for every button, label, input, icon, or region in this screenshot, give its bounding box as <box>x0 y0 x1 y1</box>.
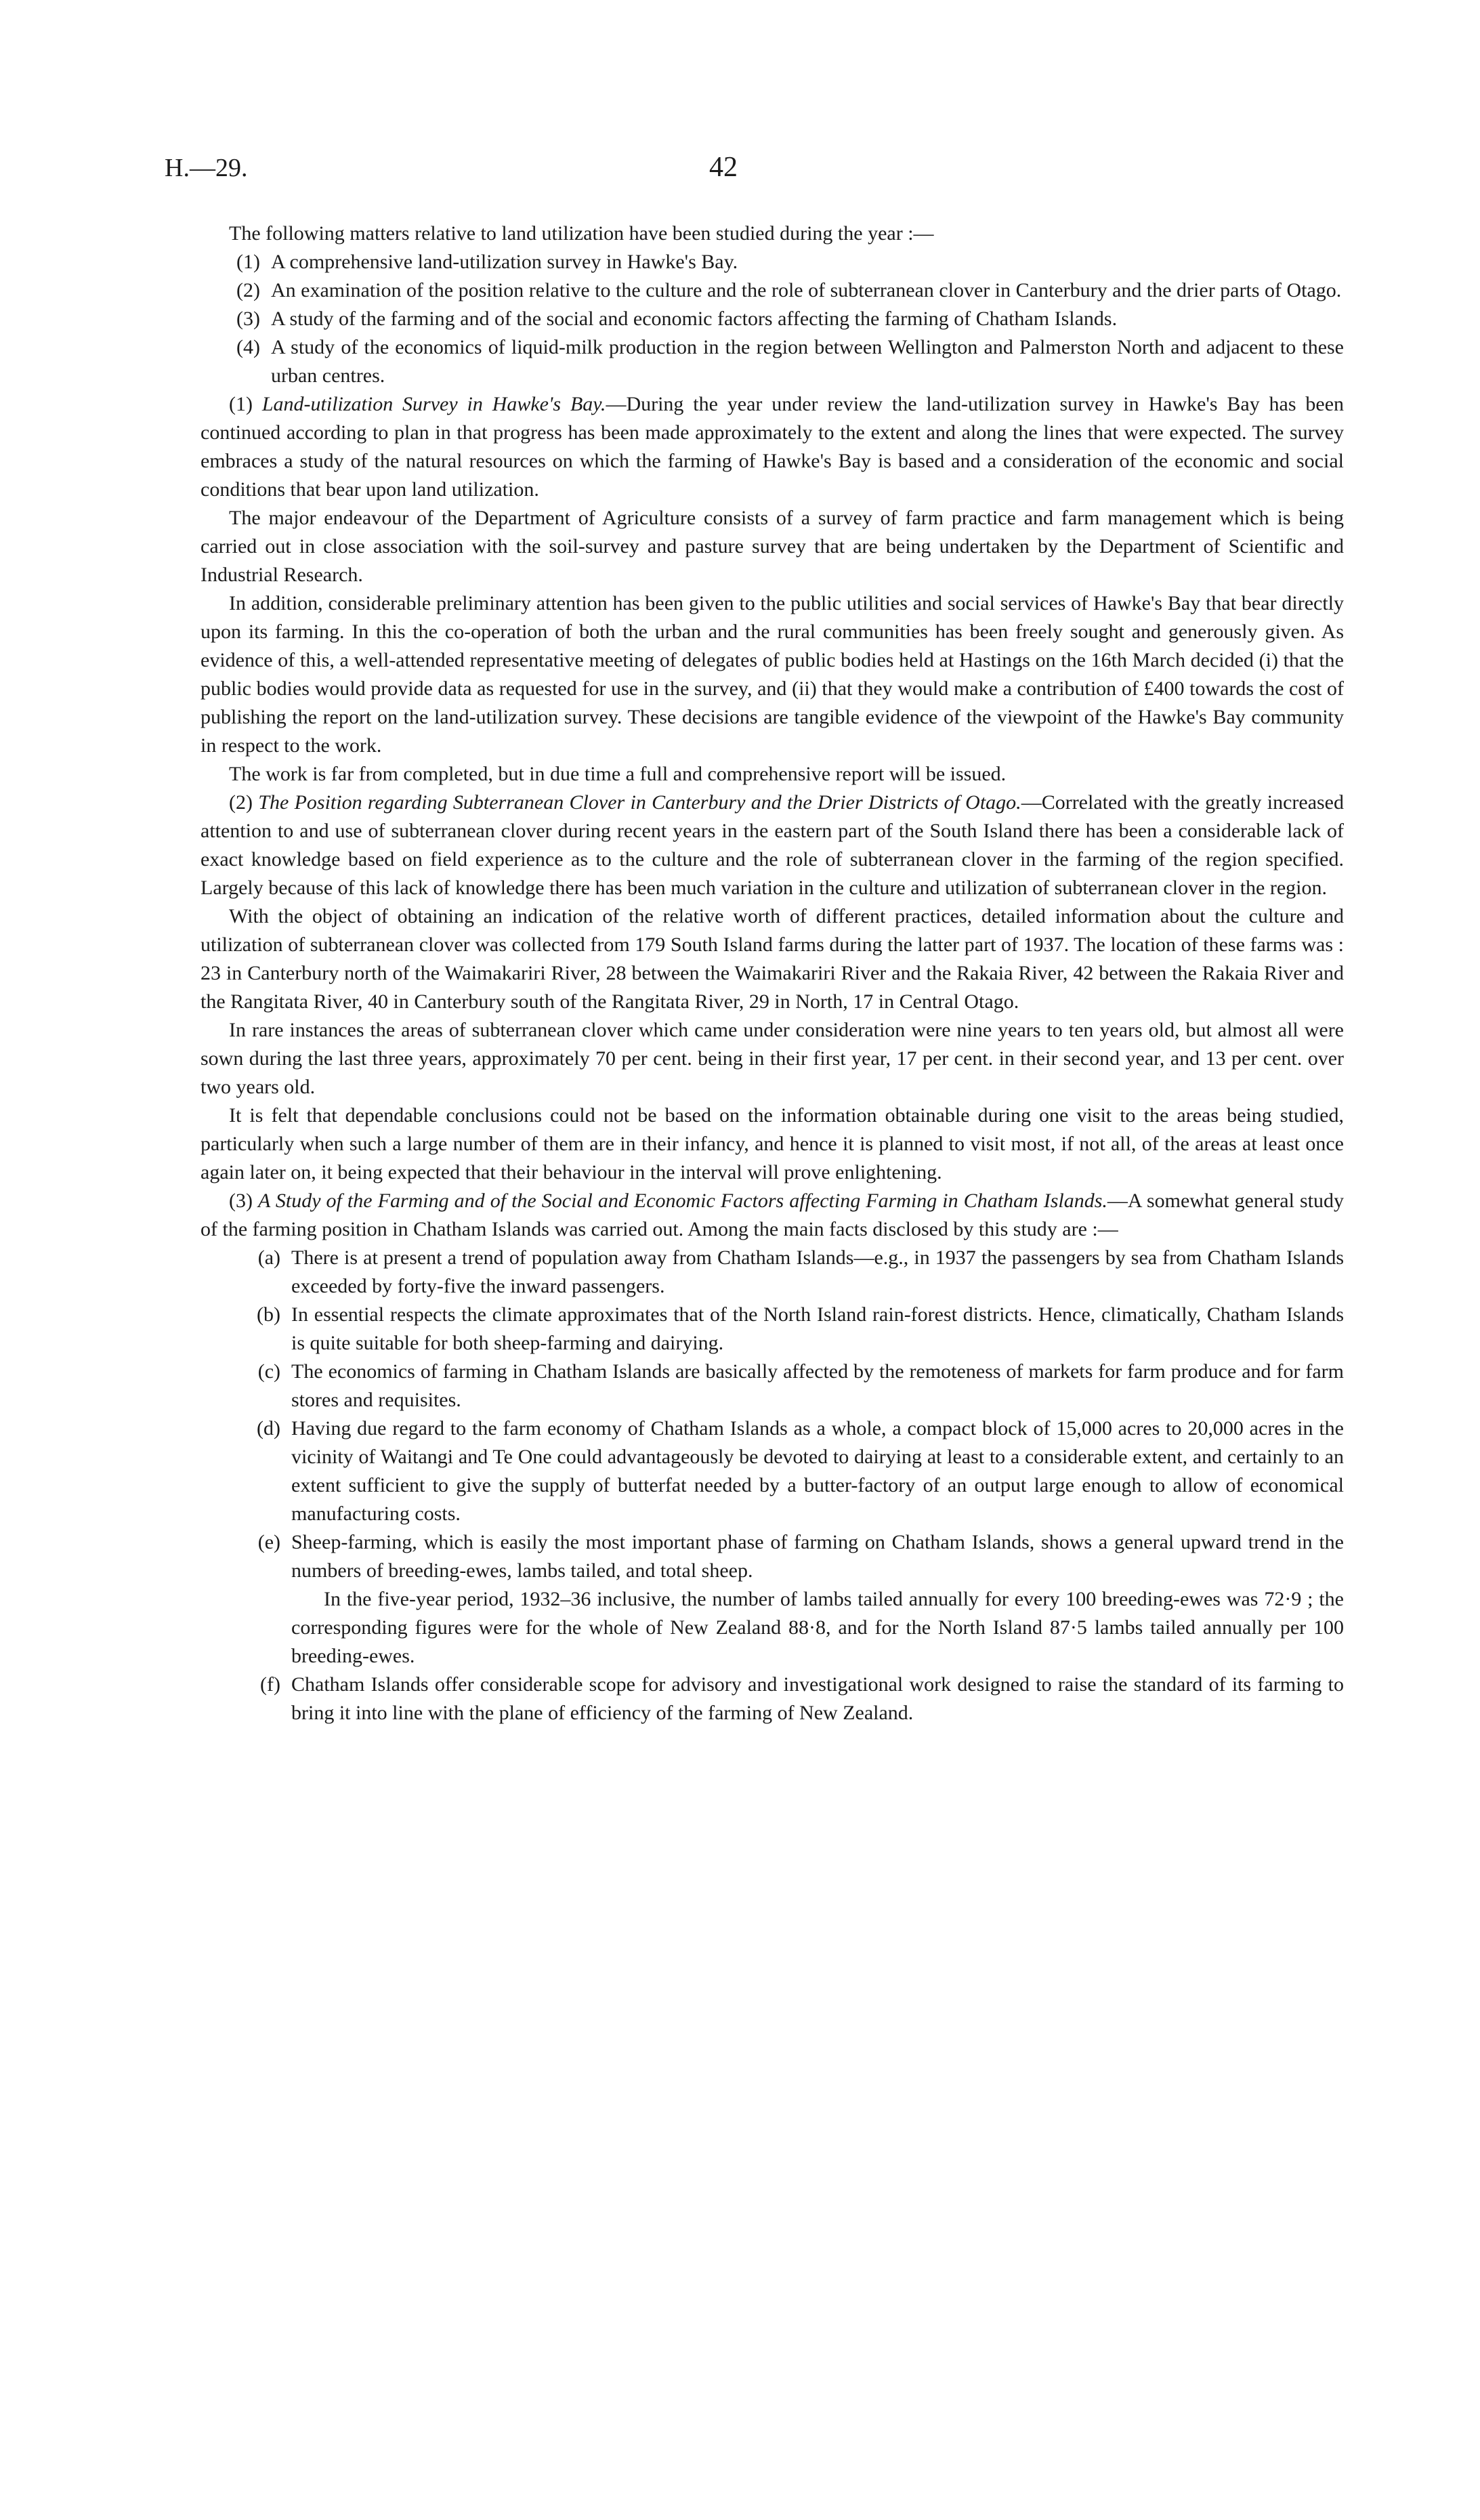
list-item-label: (b) <box>257 1303 280 1326</box>
list-item-label: (2) <box>236 279 260 301</box>
list-item-text: An examination of the position relative to the culture and the role of subterranean clover in Canterbury and the drier parts of Otago. <box>271 279 1342 301</box>
list-item-label: (f) <box>260 1673 280 1696</box>
list-item-label: (3) <box>236 308 260 330</box>
list-item-label: (1) <box>236 251 260 273</box>
list-item-text: Chatham Islands offer considerable scope for advisory and investigational work designed to raise the standard of its farming to bring it into line with the plane of efficiency of the farming of New Zealand. <box>291 1673 1344 1724</box>
list-item <box>226 1414 1344 1528</box>
paragraph: The major endeavour of the Department of Agriculture consists of a survey of farm practice and farm management which is being carried out in close association with the soil-survey and pasture survey that are being undertaken by the Department of Scientific and Industrial Research. <box>200 507 1344 586</box>
section-2-paragraph <box>200 789 1344 902</box>
list-item <box>206 276 1344 305</box>
list-item-label: (c) <box>257 1360 280 1383</box>
paragraph: The work is far from completed, but in due time a full and comprehensive report will be issued. <box>229 763 1007 785</box>
list-item-label: (d) <box>257 1417 280 1440</box>
page-body <box>200 219 1344 1727</box>
list-item-label: (a) <box>257 1246 280 1269</box>
list-item-text: Having due regard to the farm economy of Chatham Islands as a whole, a compact block of 15,000 acres to 20,000 acres in the vicinity of Waitangi and Te One could advantageously be devoted to dairying at least to a considerable extent, and certainly to an extent sufficient to give the supply of butterfat needed by a butter-factory of an output large enough to allow of economical manufacturing costs. <box>291 1417 1344 1525</box>
matters-list <box>200 248 1344 390</box>
section-2-heading: The Position regarding Subterranean Clover in Canterbury and the Drier Districts of Otago. <box>258 791 1021 814</box>
list-item-text: In essential respects the climate approximates that of the North Island rain-forest districts. Hence, climatically, Chatham Islands is quite suitable for both sheep-farming and dairying. <box>291 1303 1344 1354</box>
list-item-text: The economics of farming in Chatham Islands are basically affected by the remoteness of markets for farm produce and for farm stores and requisites. <box>291 1360 1344 1411</box>
list-item <box>226 1671 1344 1727</box>
section-2-number: (2) <box>229 791 253 814</box>
paragraph: In addition, considerable preliminary attention has been given to the public utilities and social services of Hawke's Bay that bear directly upon its farming. In this the co-operation of both the urban and the rural communities has been freely sought and generously given. As evidence of this, a well-attended representative meeting of delegates of public bodies held at Hastings on the 16th March decided (i) that the public bodies would provide data as requested for use in the survey, and (ii) that they would make a contribution of £400 towards the cost of publishing the report on the land-utilization survey. These decisions are tangible evidence of the viewpoint of the Hawke's Bay community in respect to the work. <box>200 592 1344 757</box>
list-item <box>226 1301 1344 1358</box>
section-1-text: —During the year under review the land-utilization survey in Hawke's Bay has been continued according to plan in that progress has been made approximately to the extent and along the lines that were expected. The survey embraces a study of the natural resources on which the farming of Hawke's Bay is based and a consideration of the economic and social conditions that bear upon land utilization. <box>200 393 1345 501</box>
intro-paragraph: The following matters relative to land utilization have been studied during the year :— <box>229 222 934 245</box>
list-item <box>226 1244 1344 1301</box>
paragraph: It is felt that dependable conclusions could not be based on the information obtainable during one visit to the areas being studied, particularly when such a large number of them are in their infancy, and hence it is planned to visit most, if not all, of the areas at least once again later on, it being expected that their behaviour in the interval will prove enlightening. <box>200 1104 1344 1183</box>
section-1-number: (1) <box>229 393 253 415</box>
list-item-text: A comprehensive land-utilization survey in Hawke's Bay. <box>271 251 738 273</box>
list-item <box>206 333 1344 390</box>
section-1-heading: Land-utilization Survey in Hawke's Bay. <box>261 393 606 415</box>
list-item-subparagraph: In the five-year period, 1932–36 inclusive, the number of lambs tailed annually for every 100 breeding-ewes was 72·9 ; the corresponding figures were for the whole of New Zealand 88·8, and for the North Island 87·5 lambs tailed annually per 100 breeding-ewes. <box>291 1588 1344 1667</box>
section-3-text: —A somewhat general study of the farming position in Chatham Islands was carried out. Among the main facts disclosed by this study are :— <box>200 1190 1344 1240</box>
section-3-heading: A Study of the Farming and of the Social and Economic Factors affecting Farming in Chatham Islands. <box>258 1190 1107 1212</box>
list-item <box>226 1358 1344 1414</box>
list-item-text: A study of the farming and of the social and economic factors affecting the farming of Chatham Islands. <box>271 308 1118 330</box>
list-item-label: (e) <box>257 1531 280 1553</box>
page-number: 42 <box>709 152 738 183</box>
list-item <box>226 1528 1344 1671</box>
paragraph: With the object of obtaining an indication of the relative worth of different practices, detailed information about the culture and utilization of subterranean clover was collected from 179 South Island farms during the latter part of 1937. The location of these farms was : 23 in Canterbury north of the Waimakariri River, 28 between the Waimakariri River and the Rakaia River, 42 between the Rakaia River and the Rangitata River, 40 in Canterbury south of the Rangitata River, 29 in North, 17 in Central Otago. <box>200 905 1344 1013</box>
section-3-number: (3) <box>229 1190 253 1212</box>
list-item-label: (4) <box>236 336 260 358</box>
list-item-text: There is at present a trend of population away from Chatham Islands—e.g., in 1937 the passengers by sea from Chatham Islands exceeded by forty-five the inward passengers. <box>291 1246 1344 1297</box>
section-3-paragraph <box>200 1187 1344 1244</box>
section-2-text: —Correlated with the greatly increased attention to and use of subterranean clover during recent years in the eastern part of the South Island there has been a considerable lack of exact knowledge based on field experience as to the culture and the role of subterranean clover in the farming of the region specified. Largely because of this lack of knowledge there has been much variation in the culture and utilization of subterranean clover in the region. <box>200 791 1344 899</box>
list-item <box>206 305 1344 333</box>
list-item-text: Sheep-farming, which is easily the most important phase of farming on Chatham Islands, shows a general upward trend in the numbers of breeding-ewes, lambs tailed, and total sheep. <box>291 1531 1344 1582</box>
section-1-paragraph <box>200 390 1344 504</box>
list-item <box>206 248 1344 276</box>
document-reference: H.—29. <box>165 154 248 182</box>
list-item-text: A study of the economics of liquid-milk production in the region between Wellington and Palmerston North and adjacent to these urban centres. <box>271 336 1344 387</box>
facts-list <box>200 1244 1344 1727</box>
paragraph: In rare instances the areas of subterranean clover which came under consideration were nine years to ten years old, but almost all were sown during the last three years, approximately 70 per cent. being in their first year, 17 per cent. in their second year, and 13 per cent. over two years old. <box>200 1019 1344 1098</box>
